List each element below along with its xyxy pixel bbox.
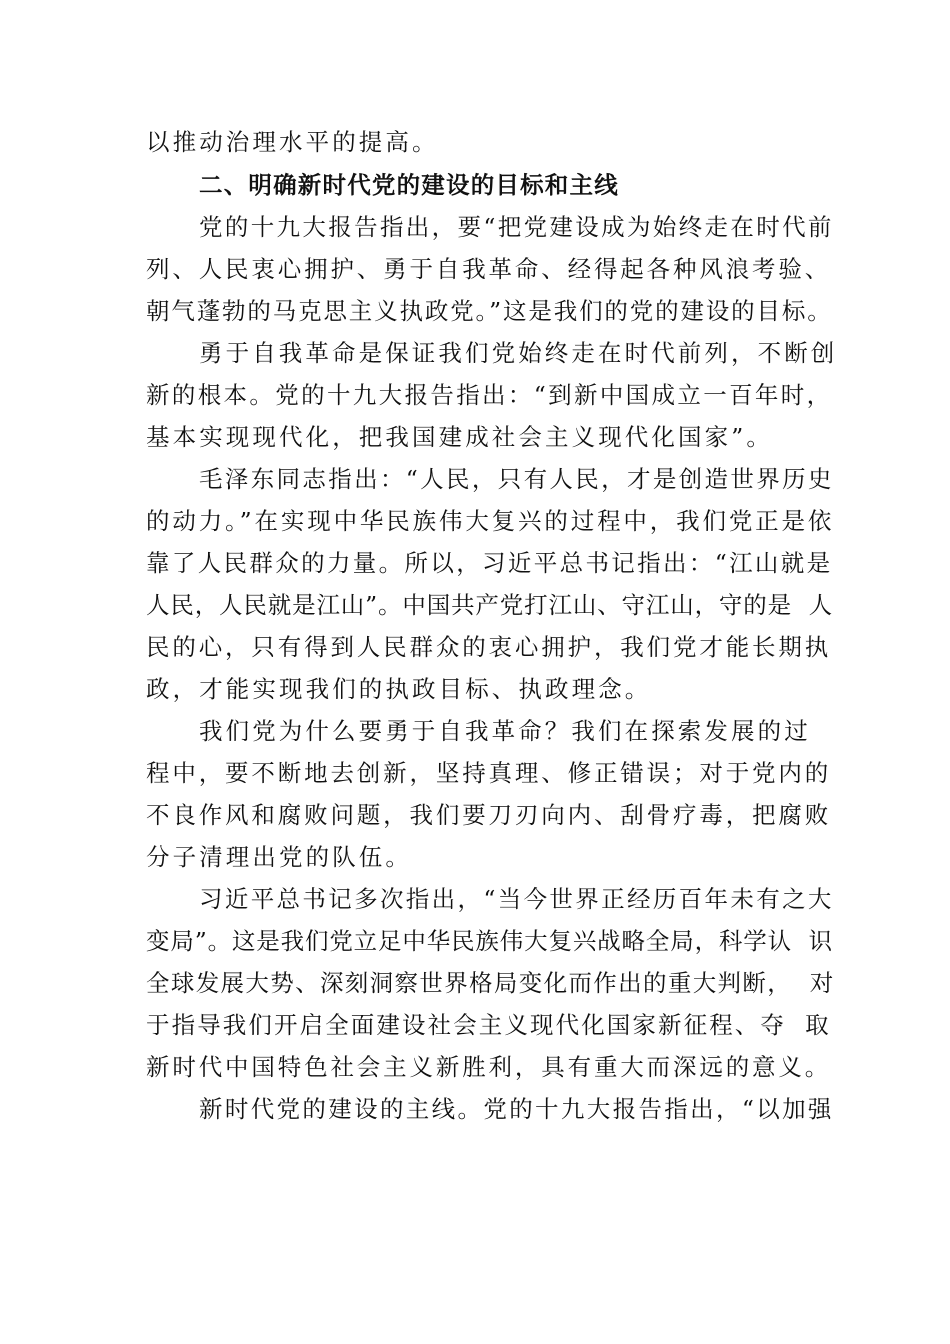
text-line: 人民，人民就是江山”。中国共产党打江山、守江山，守的是 人 bbox=[146, 591, 833, 619]
text-line: 新时代中国特色社会主义新胜利，具有重大而深远的意义。 bbox=[146, 1053, 832, 1081]
text-line: 的动力。”在实现中华民族伟大复兴的过程中，我们党正是依 bbox=[146, 507, 835, 535]
text-line: 毛泽东同志指出：“人民，只有人民，才是创造世界历史 bbox=[199, 465, 834, 493]
text-line: 党的十九大报告指出，要“把党建设成为始终走在时代前 bbox=[199, 213, 834, 241]
text-line: 不良作风和腐败问题，我们要刀刃向内、刮骨疗毒，把腐败 bbox=[146, 801, 832, 829]
text-line: 勇于自我革命是保证我们党始终走在时代前列，不断创 bbox=[199, 339, 838, 367]
text-line: 靠了人民群众的力量。所以，习近平总书记指出：“江山就是 bbox=[146, 549, 833, 577]
text-line: 朝气蓬勃的马克思主义执政党。”这是我们的党的建设的目标。 bbox=[146, 297, 833, 325]
text-line: 全球发展大势、深刻洞察世界格局变化而作出的重大判断， 对 bbox=[146, 969, 835, 997]
text-line: 政，才能实现我们的执政目标、执政理念。 bbox=[146, 675, 652, 703]
text-line: 新的根本。党的十九大报告指出：“到新中国成立一百年时， bbox=[146, 381, 833, 409]
text-line: 习近平总书记多次指出，“当今世界正经历百年未有之大 bbox=[199, 885, 834, 913]
text-line: 我们党为什么要勇于自我革命？我们在探索发展的过 bbox=[199, 717, 811, 745]
text-line: 变局”。这是我们党立足中华民族伟大复兴战略全局，科学认 识 bbox=[146, 927, 833, 955]
text-line: 新时代党的建设的主线。党的十九大报告指出，“以加强 bbox=[199, 1095, 834, 1123]
text-line: 基本实现现代化，把我国建成社会主义现代化国家”。 bbox=[146, 423, 773, 451]
text-line: 民的心，只有得到人民群众的衷心拥护，我们党才能长期执 bbox=[146, 633, 832, 661]
text-line: 于指导我们开启全面建设社会主义现代化国家新征程、夺 取 bbox=[146, 1011, 831, 1039]
section-heading: 二、明确新时代党的建设的目标和主线 bbox=[199, 171, 619, 199]
text-line: 以推动治理水平的提高。 bbox=[146, 128, 439, 156]
text-line: 分子清理出党的队伍。 bbox=[146, 843, 412, 871]
text-line: 列、人民衷心拥护、勇于自我革命、经得起各种风浪考验、 bbox=[146, 255, 832, 283]
text-line: 程中，要不断地去创新，坚持真理、修正错误；对于党内的 bbox=[146, 759, 832, 787]
